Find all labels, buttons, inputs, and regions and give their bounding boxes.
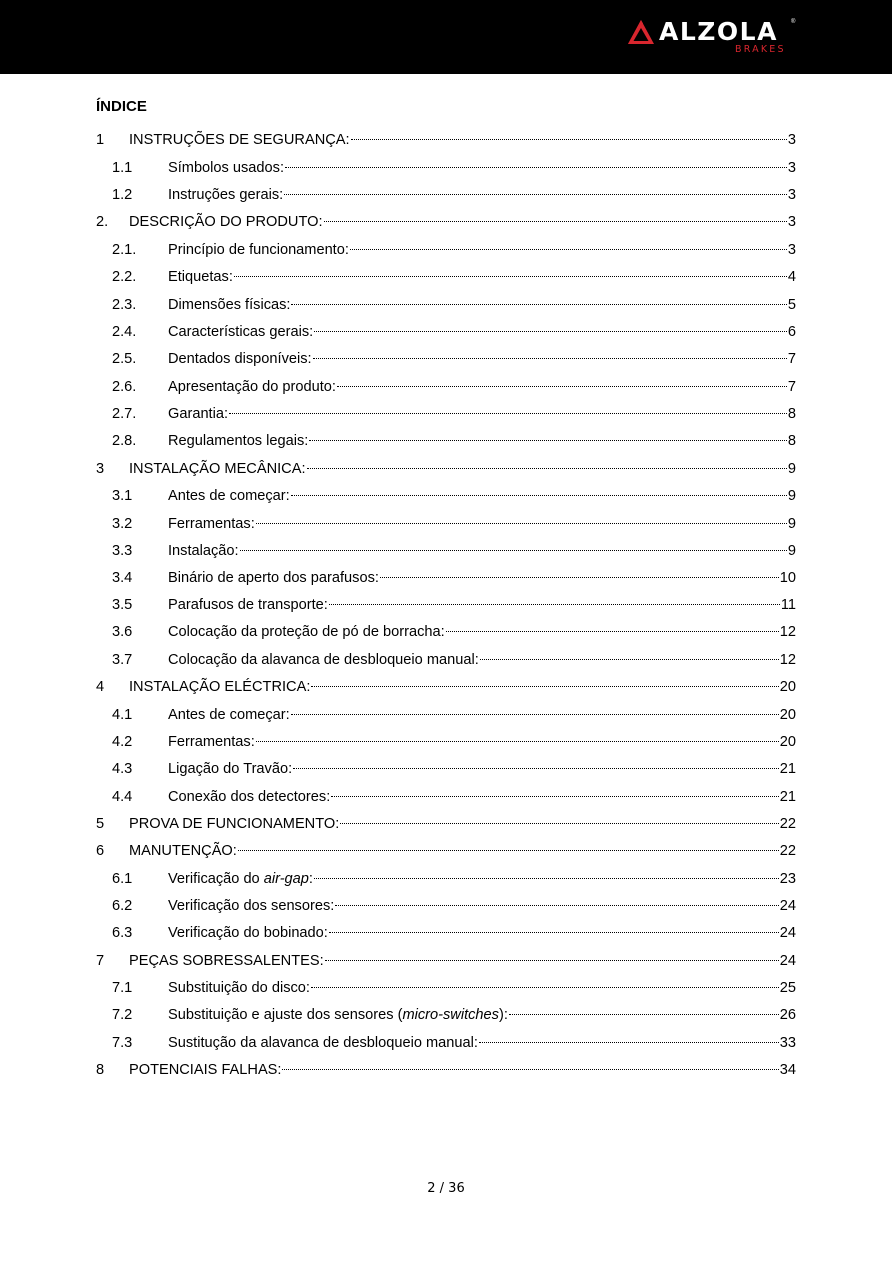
toc-entry-label[interactable] bbox=[168, 185, 283, 205]
toc-entry-line bbox=[168, 377, 796, 397]
dot-leader bbox=[293, 768, 779, 769]
toc-entry-line bbox=[168, 486, 796, 506]
toc-entry-page[interactable]: 34 bbox=[779, 1062, 796, 1078]
toc-entry-page[interactable]: 7 bbox=[787, 351, 796, 367]
dot-leader bbox=[238, 850, 779, 851]
toc-entry-line bbox=[168, 869, 796, 889]
toc-entry[interactable] bbox=[0, 240, 892, 260]
toc-entry[interactable] bbox=[0, 404, 892, 424]
toc-entry-label[interactable] bbox=[168, 295, 290, 315]
toc-entry-label-text: INSTALAÇÃO MECÂNICA: bbox=[129, 461, 306, 477]
toc-entry-number: 5 bbox=[96, 816, 105, 832]
toc-entry-line bbox=[168, 158, 796, 178]
toc-entry-line bbox=[168, 732, 796, 752]
dot-leader bbox=[291, 304, 786, 305]
toc-entry-label[interactable] bbox=[168, 759, 292, 779]
dot-leader bbox=[325, 960, 779, 961]
toc-entry[interactable] bbox=[0, 295, 892, 315]
toc-entry[interactable] bbox=[0, 677, 892, 697]
toc-entry-label[interactable] bbox=[168, 267, 233, 287]
dot-leader bbox=[480, 659, 779, 660]
toc-entry-label-text: Binário de aperto dos parafusos: bbox=[168, 570, 379, 586]
toc-entry[interactable] bbox=[0, 322, 892, 342]
toc-entry-page[interactable]: 26 bbox=[779, 1007, 796, 1023]
dot-leader bbox=[313, 358, 787, 359]
toc-entry-line bbox=[168, 1005, 796, 1025]
toc-entry-number: 6.1 bbox=[112, 871, 133, 887]
registered-mark: ® bbox=[791, 19, 796, 25]
toc-entry-label[interactable] bbox=[168, 787, 330, 807]
dot-leader bbox=[335, 905, 778, 906]
toc-entry-label[interactable] bbox=[168, 349, 312, 369]
toc-entry-page[interactable]: 9 bbox=[787, 516, 796, 532]
toc-entry-label[interactable] bbox=[168, 869, 313, 889]
toc-entry-page[interactable]: 3 bbox=[787, 160, 796, 176]
toc-entry-label[interactable] bbox=[168, 923, 328, 943]
dot-leader bbox=[282, 1069, 778, 1070]
toc-entry-label-text: DESCRIÇÃO DO PRODUTO: bbox=[129, 214, 323, 230]
toc-entry-line bbox=[168, 759, 796, 779]
toc-entry-label[interactable] bbox=[168, 622, 445, 642]
toc-entry-label[interactable] bbox=[168, 158, 284, 178]
page-number: 2 / 36 bbox=[427, 1181, 465, 1196]
toc-entry-page[interactable]: 21 bbox=[779, 789, 796, 805]
dot-leader bbox=[240, 550, 787, 551]
toc-entry-number: 4.1 bbox=[112, 707, 133, 723]
toc-entry-number: 4.4 bbox=[112, 789, 133, 805]
dot-leader bbox=[351, 139, 787, 140]
toc-entry-line bbox=[129, 459, 796, 479]
toc-entry-label-text: MANUTENÇÃO: bbox=[129, 843, 237, 859]
toc-entry-number: 2.2. bbox=[112, 269, 137, 285]
toc-entry[interactable] bbox=[0, 431, 892, 451]
toc-entry-number: 7.1 bbox=[112, 980, 133, 996]
toc-entry-page[interactable]: 11 bbox=[780, 597, 796, 613]
toc-entry-line bbox=[168, 622, 796, 642]
toc-entry-page[interactable]: 8 bbox=[787, 406, 796, 422]
toc-entry-number: 2.7. bbox=[112, 406, 137, 422]
toc-entry-line bbox=[168, 595, 796, 615]
toc-entry-page[interactable]: 22 bbox=[779, 843, 796, 859]
toc-entry-number: 6.2 bbox=[112, 898, 133, 914]
toc-entry-number: 2.6. bbox=[112, 379, 137, 395]
toc-entry-line bbox=[168, 267, 796, 287]
toc-entry-line bbox=[168, 185, 796, 205]
toc-entry-line bbox=[168, 240, 796, 260]
toc-entry-page[interactable]: 3 bbox=[787, 187, 796, 203]
toc-entry-label[interactable] bbox=[168, 486, 290, 506]
toc-entry-number: 7.2 bbox=[112, 1007, 133, 1023]
toc-entry-label[interactable] bbox=[168, 568, 379, 588]
toc-entry-line bbox=[129, 212, 796, 232]
dot-leader bbox=[337, 386, 787, 387]
toc-entry-label-text: Conexão dos detectores: bbox=[168, 789, 331, 805]
toc-entry-label-text: Instruções gerais: bbox=[168, 187, 284, 203]
dot-leader bbox=[479, 1042, 779, 1043]
toc-entry-label[interactable] bbox=[168, 1033, 478, 1053]
toc-entry-line bbox=[129, 814, 796, 834]
dot-leader bbox=[329, 932, 779, 933]
toc-entry-label[interactable] bbox=[168, 595, 328, 615]
toc-entry-number: 2.5. bbox=[112, 351, 137, 367]
toc-entry-label-text: Colocação da proteção de pó de borracha: bbox=[168, 624, 445, 640]
toc-entry-line bbox=[129, 1060, 796, 1080]
toc-entry[interactable] bbox=[0, 1033, 892, 1053]
toc-entry-label-suffix: : bbox=[308, 871, 313, 887]
toc-entry-label-text: Dentados disponíveis: bbox=[168, 351, 312, 367]
toc-entry-number: 6.3 bbox=[112, 925, 133, 941]
toc-entry-line bbox=[129, 677, 796, 697]
toc-entry-label[interactable] bbox=[168, 896, 334, 916]
toc-entry[interactable] bbox=[0, 759, 892, 779]
toc-entry-line bbox=[168, 295, 796, 315]
page-header-bar bbox=[0, 0, 892, 74]
toc-entry-label[interactable] bbox=[129, 814, 339, 834]
toc-entry[interactable] bbox=[0, 459, 892, 479]
dot-leader bbox=[291, 495, 787, 496]
toc-entry-label-italic: air-gap bbox=[263, 871, 309, 887]
toc-entry-label-text: Símbolos usados: bbox=[168, 160, 285, 176]
toc-entry-label-text: Verificação dos sensores: bbox=[168, 898, 335, 914]
dot-leader bbox=[256, 523, 787, 524]
dot-leader bbox=[350, 249, 787, 250]
toc-entry-label-text: INSTALAÇÃO ELÉCTRICA: bbox=[129, 679, 311, 695]
toc-entry-number: 8 bbox=[96, 1062, 105, 1078]
toc-entry-label[interactable] bbox=[168, 431, 308, 451]
toc-entry-label-text: Instalação: bbox=[168, 543, 239, 559]
dot-leader bbox=[309, 440, 787, 441]
toc-entry-label[interactable] bbox=[168, 404, 228, 424]
dot-leader bbox=[314, 878, 779, 879]
toc-entry-line bbox=[129, 130, 796, 150]
toc-entry-page[interactable]: 20 bbox=[779, 679, 796, 695]
toc-entry-page[interactable]: 8 bbox=[787, 433, 796, 449]
triangle-logo-icon bbox=[627, 19, 655, 45]
toc-entry-line bbox=[168, 787, 796, 807]
toc-entry-number: 3.3 bbox=[112, 543, 133, 559]
toc-entry[interactable] bbox=[0, 705, 892, 725]
toc-entry-line bbox=[168, 1033, 796, 1053]
toc-entry-label[interactable] bbox=[168, 978, 310, 998]
toc-entry[interactable] bbox=[0, 130, 892, 150]
toc-entry-page[interactable]: 20 bbox=[779, 707, 796, 723]
toc-entry-number: 3.7 bbox=[112, 652, 133, 668]
toc-entry-label[interactable] bbox=[129, 130, 350, 150]
toc-entry-page[interactable]: 3 bbox=[787, 214, 796, 230]
toc-entry-label-text: Ferramentas: bbox=[168, 516, 255, 532]
toc-entry-page[interactable]: 3 bbox=[787, 242, 796, 258]
toc-entry-page[interactable]: 21 bbox=[779, 761, 796, 777]
toc-entry-number: 7 bbox=[96, 953, 105, 969]
toc-entry-label-text: Verificação do bbox=[168, 871, 264, 887]
dot-leader bbox=[329, 604, 780, 605]
toc-entry-label[interactable] bbox=[129, 841, 237, 861]
toc-entry[interactable] bbox=[0, 841, 892, 861]
dot-leader bbox=[509, 1014, 779, 1015]
dot-leader bbox=[380, 577, 779, 578]
toc-entry-label-text: Antes de começar: bbox=[168, 488, 290, 504]
toc-entry-label[interactable] bbox=[168, 1005, 508, 1025]
toc-entry-label-text: POTENCIAIS FALHAS: bbox=[129, 1062, 282, 1078]
toc-entry-line bbox=[168, 541, 796, 561]
toc-entry[interactable] bbox=[0, 212, 892, 232]
dot-leader bbox=[311, 987, 779, 988]
toc-entry-page[interactable]: 24 bbox=[779, 898, 796, 914]
toc-entry[interactable] bbox=[0, 267, 892, 287]
toc-entry-page[interactable]: 20 bbox=[779, 734, 796, 750]
toc-entry[interactable] bbox=[0, 595, 892, 615]
toc-entry-label-text: PROVA DE FUNCIONAMENTO: bbox=[129, 816, 340, 832]
toc-entry-line bbox=[168, 431, 796, 451]
dot-leader bbox=[331, 796, 779, 797]
toc-entry-label-text: Garantia: bbox=[168, 406, 229, 422]
toc-entry[interactable] bbox=[0, 787, 892, 807]
dot-leader bbox=[229, 413, 787, 414]
toc-entry-page[interactable]: 24 bbox=[779, 953, 796, 969]
toc-entry-number: 1 bbox=[96, 132, 105, 148]
toc-entry-number: 4.2 bbox=[112, 734, 133, 750]
toc-entry-page[interactable]: 4 bbox=[787, 269, 796, 285]
toc-entry-line bbox=[168, 978, 796, 998]
toc-entry-number: 2. bbox=[96, 214, 109, 230]
toc-entry-number: 6 bbox=[96, 843, 105, 859]
toc-title: ÍNDICE bbox=[96, 98, 147, 115]
toc-entry[interactable] bbox=[0, 185, 892, 205]
toc-entry[interactable] bbox=[0, 349, 892, 369]
toc-entry-label-text: Substituição e ajuste dos sensores ( bbox=[168, 1007, 403, 1023]
toc-entry[interactable] bbox=[0, 514, 892, 534]
toc-entry-page[interactable]: 22 bbox=[779, 816, 796, 832]
toc-entry-label-text: Colocação da alavanca de desbloqueio manual: bbox=[168, 652, 479, 668]
toc-entry-label-text: Substituição do disco: bbox=[168, 980, 310, 996]
toc-entry[interactable] bbox=[0, 978, 892, 998]
toc-entry-line bbox=[168, 650, 796, 670]
toc-entry-label-text: Dimensões físicas: bbox=[168, 297, 291, 313]
toc-entry-label-text: INSTRUÇÕES DE SEGURANÇA: bbox=[129, 132, 350, 148]
toc-entry-label[interactable] bbox=[168, 240, 349, 260]
toc-entry-label[interactable] bbox=[129, 951, 324, 971]
toc-entry[interactable] bbox=[0, 486, 892, 506]
toc-entry-page[interactable]: 3 bbox=[787, 132, 796, 148]
toc-entry-label[interactable] bbox=[168, 732, 255, 752]
toc-entry-line bbox=[168, 896, 796, 916]
toc-entry-label-suffix: ): bbox=[498, 1007, 508, 1023]
toc-entry-number: 4 bbox=[96, 679, 105, 695]
toc-entry-line bbox=[168, 514, 796, 534]
dot-leader bbox=[340, 823, 778, 824]
toc-entry[interactable] bbox=[0, 158, 892, 178]
toc-entry-number: 1.1 bbox=[112, 160, 133, 176]
toc-entry-number: 3.2 bbox=[112, 516, 133, 532]
toc-entry-label[interactable] bbox=[168, 514, 255, 534]
toc-entry-label-text: Parafusos de transporte: bbox=[168, 597, 328, 613]
toc-entry[interactable] bbox=[0, 377, 892, 397]
toc-entry-label[interactable] bbox=[168, 705, 290, 725]
toc-entry-label-text: Sustitução da alavanca de desbloqueio manual: bbox=[168, 1035, 478, 1051]
toc-entry[interactable] bbox=[0, 923, 892, 943]
toc-entry-label-text: Etiquetas: bbox=[168, 269, 233, 285]
toc-entry-line bbox=[168, 923, 796, 943]
toc-entry-page[interactable]: 9 bbox=[787, 488, 796, 504]
toc-entry-number: 3 bbox=[96, 461, 105, 477]
toc-entry-page[interactable]: 33 bbox=[779, 1035, 796, 1051]
toc-entry-line bbox=[129, 951, 796, 971]
toc-entry-line bbox=[168, 705, 796, 725]
toc-entry-page[interactable]: 12 bbox=[779, 652, 796, 668]
dot-leader bbox=[307, 468, 787, 469]
toc-entry-number: 3.4 bbox=[112, 570, 133, 586]
brand-name: ALZOLA bbox=[659, 17, 778, 46]
toc-entry[interactable] bbox=[0, 568, 892, 588]
dot-leader bbox=[284, 194, 787, 195]
toc-entry[interactable] bbox=[0, 541, 892, 561]
toc-entry[interactable] bbox=[0, 951, 892, 971]
toc-entry-label[interactable] bbox=[129, 1060, 281, 1080]
toc-entry-label-text: Ligação do Travão: bbox=[168, 761, 293, 777]
toc-entry-number: 2.8. bbox=[112, 433, 137, 449]
toc-entry-page[interactable]: 24 bbox=[779, 925, 796, 941]
toc-entry-label-text: Princípio de funcionamento: bbox=[168, 242, 349, 258]
toc-entry-label[interactable] bbox=[168, 541, 239, 561]
dot-leader bbox=[324, 221, 787, 222]
toc-entry[interactable] bbox=[0, 896, 892, 916]
toc-entry-number: 2.3. bbox=[112, 297, 137, 313]
dot-leader bbox=[291, 714, 779, 715]
toc-entry-label[interactable] bbox=[129, 677, 310, 697]
toc-entry-label[interactable] bbox=[168, 322, 313, 342]
toc-entry-label[interactable] bbox=[129, 212, 323, 232]
toc-entry-line bbox=[168, 568, 796, 588]
toc-entry-label-text: Verificação do bobinado: bbox=[168, 925, 328, 941]
dot-leader bbox=[285, 167, 787, 168]
dot-leader bbox=[314, 331, 787, 332]
toc-entry-line bbox=[168, 349, 796, 369]
toc-entry[interactable] bbox=[0, 869, 892, 889]
toc-entry-page[interactable]: 9 bbox=[787, 461, 796, 477]
toc-entry-page[interactable]: 12 bbox=[779, 624, 796, 640]
alzola-brakes-logo bbox=[627, 17, 802, 57]
toc-entry-page[interactable]: 7 bbox=[787, 379, 796, 395]
dot-leader bbox=[446, 631, 779, 632]
toc-entry-label-text: Ferramentas: bbox=[168, 734, 255, 750]
toc-entry-number: 3.5 bbox=[112, 597, 133, 613]
toc-entry[interactable] bbox=[0, 1005, 892, 1025]
toc-entry-page[interactable]: 10 bbox=[779, 570, 796, 586]
toc-entry[interactable] bbox=[0, 814, 892, 834]
dot-leader bbox=[234, 276, 787, 277]
toc-entry-label[interactable] bbox=[168, 377, 336, 397]
toc-entry-number: 2.4. bbox=[112, 324, 137, 340]
toc-entry[interactable] bbox=[0, 732, 892, 752]
toc-entry-label[interactable] bbox=[129, 459, 306, 479]
brand-subtitle: BRAKES bbox=[735, 44, 786, 55]
toc-entry[interactable] bbox=[0, 1060, 892, 1080]
toc-entry-number: 3.1 bbox=[112, 488, 133, 504]
toc-entry-number: 4.3 bbox=[112, 761, 133, 777]
toc-entry-page[interactable]: 25 bbox=[779, 980, 796, 996]
toc-entry-line bbox=[168, 322, 796, 342]
toc-entry-number: 1.2 bbox=[112, 187, 133, 203]
toc-entry[interactable] bbox=[0, 650, 892, 670]
toc-entry-label-italic: micro-switches bbox=[402, 1007, 499, 1023]
toc-entry-number: 3.6 bbox=[112, 624, 133, 640]
toc-entry-label-text: Apresentação do produto: bbox=[168, 379, 336, 395]
toc-entry-page[interactable]: 23 bbox=[779, 871, 796, 887]
toc-entry-line bbox=[168, 404, 796, 424]
toc-entry-number: 2.1. bbox=[112, 242, 137, 258]
toc-entry-label[interactable] bbox=[168, 650, 479, 670]
toc-entry-label-text: Características gerais: bbox=[168, 324, 314, 340]
toc-entry-label-text: Antes de começar: bbox=[168, 707, 290, 723]
toc-entry-label-text: PEÇAS SOBRESSALENTES: bbox=[129, 953, 324, 969]
toc-entry-line bbox=[129, 841, 796, 861]
dot-leader bbox=[311, 686, 778, 687]
toc-entry-page[interactable]: 9 bbox=[787, 543, 796, 559]
toc-entry-page[interactable]: 5 bbox=[787, 297, 796, 313]
toc-entry-page[interactable]: 6 bbox=[787, 324, 796, 340]
toc-entry[interactable] bbox=[0, 622, 892, 642]
dot-leader bbox=[256, 741, 779, 742]
toc-entry-label-text: Regulamentos legais: bbox=[168, 433, 309, 449]
toc-entry-number: 7.3 bbox=[112, 1035, 133, 1051]
